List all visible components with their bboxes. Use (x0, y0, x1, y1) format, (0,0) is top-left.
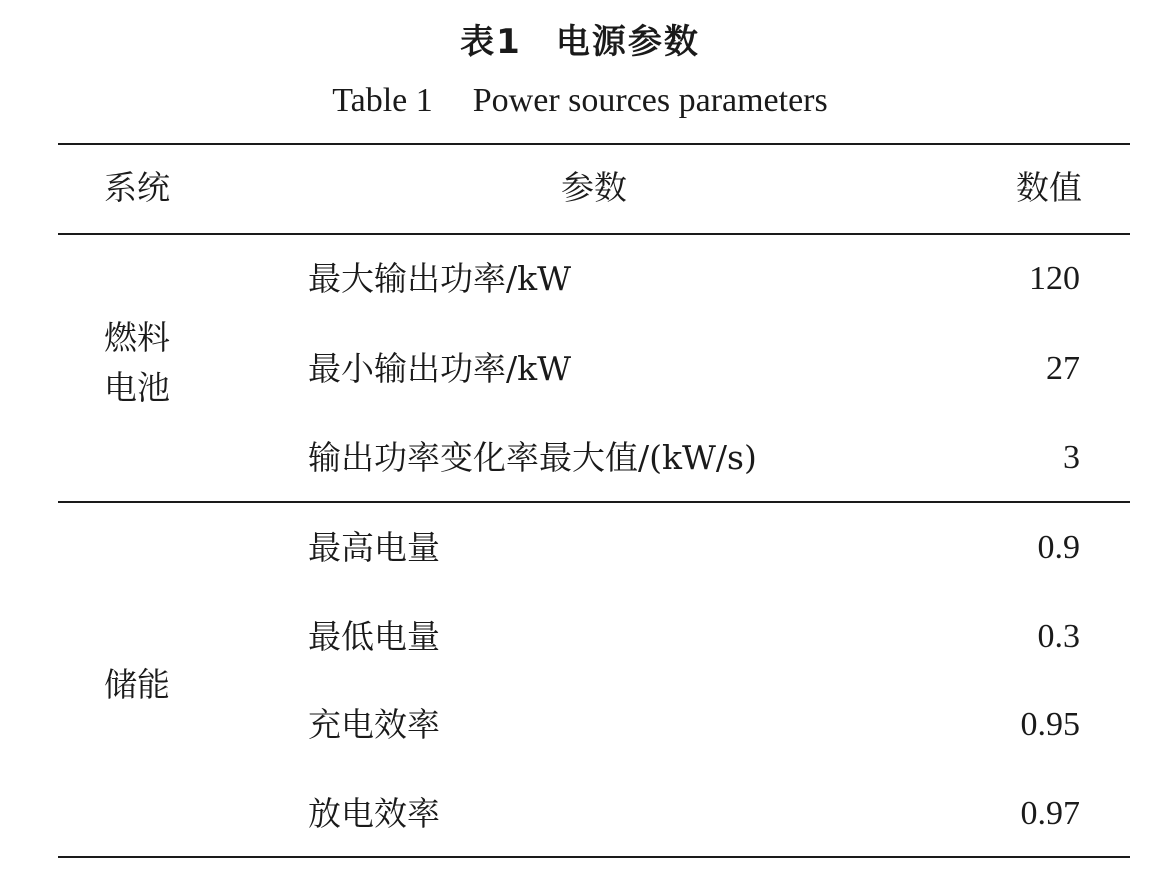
caption-cn-title: 电源参数 (555, 22, 700, 62)
table-row-param: 放电效率 (308, 794, 440, 833)
table-row-value: 0.97 (1020, 795, 1080, 832)
table-row-param: 最大输出功率/kW (308, 259, 572, 298)
table-row-param: 充电效率 (308, 705, 440, 744)
group-label-line: 储能 (104, 665, 170, 704)
caption-en-number: Table 1 (332, 82, 433, 119)
caption-cn-number: 表1 (460, 22, 522, 62)
table-top-rule (58, 143, 1130, 145)
table-row-param: 最低电量 (308, 617, 440, 656)
group-separator-rule (58, 501, 1130, 503)
group-label-line: 燃料 (104, 318, 170, 357)
table-row-value: 120 (1029, 260, 1080, 297)
group-label-storage (104, 660, 170, 710)
table-row-param: 最高电量 (308, 528, 440, 567)
table-caption-en (0, 82, 1160, 120)
table-row-value: 0.3 (1037, 618, 1080, 655)
caption-en-title: Power sources parameters (472, 82, 828, 119)
header-value: 数值 (1016, 168, 1082, 207)
header-system: 系统 (104, 168, 170, 207)
table-row-value: 27 (1046, 350, 1080, 387)
table-bottom-rule (58, 856, 1130, 858)
group-label-fuel-cell (104, 313, 170, 413)
group-label-line: 电池 (104, 368, 170, 407)
table-row-value: 0.9 (1037, 529, 1080, 566)
table-caption-cn (0, 14, 1160, 63)
table-row-value: 0.95 (1020, 706, 1080, 743)
table-row-param: 最小输出功率/kW (308, 349, 572, 388)
header-parameter: 参数 (561, 168, 627, 207)
header-rule (58, 233, 1130, 235)
table-row-value: 3 (1063, 439, 1080, 476)
table-row-param: 输出功率变化率最大值/(kW/s) (308, 438, 757, 477)
